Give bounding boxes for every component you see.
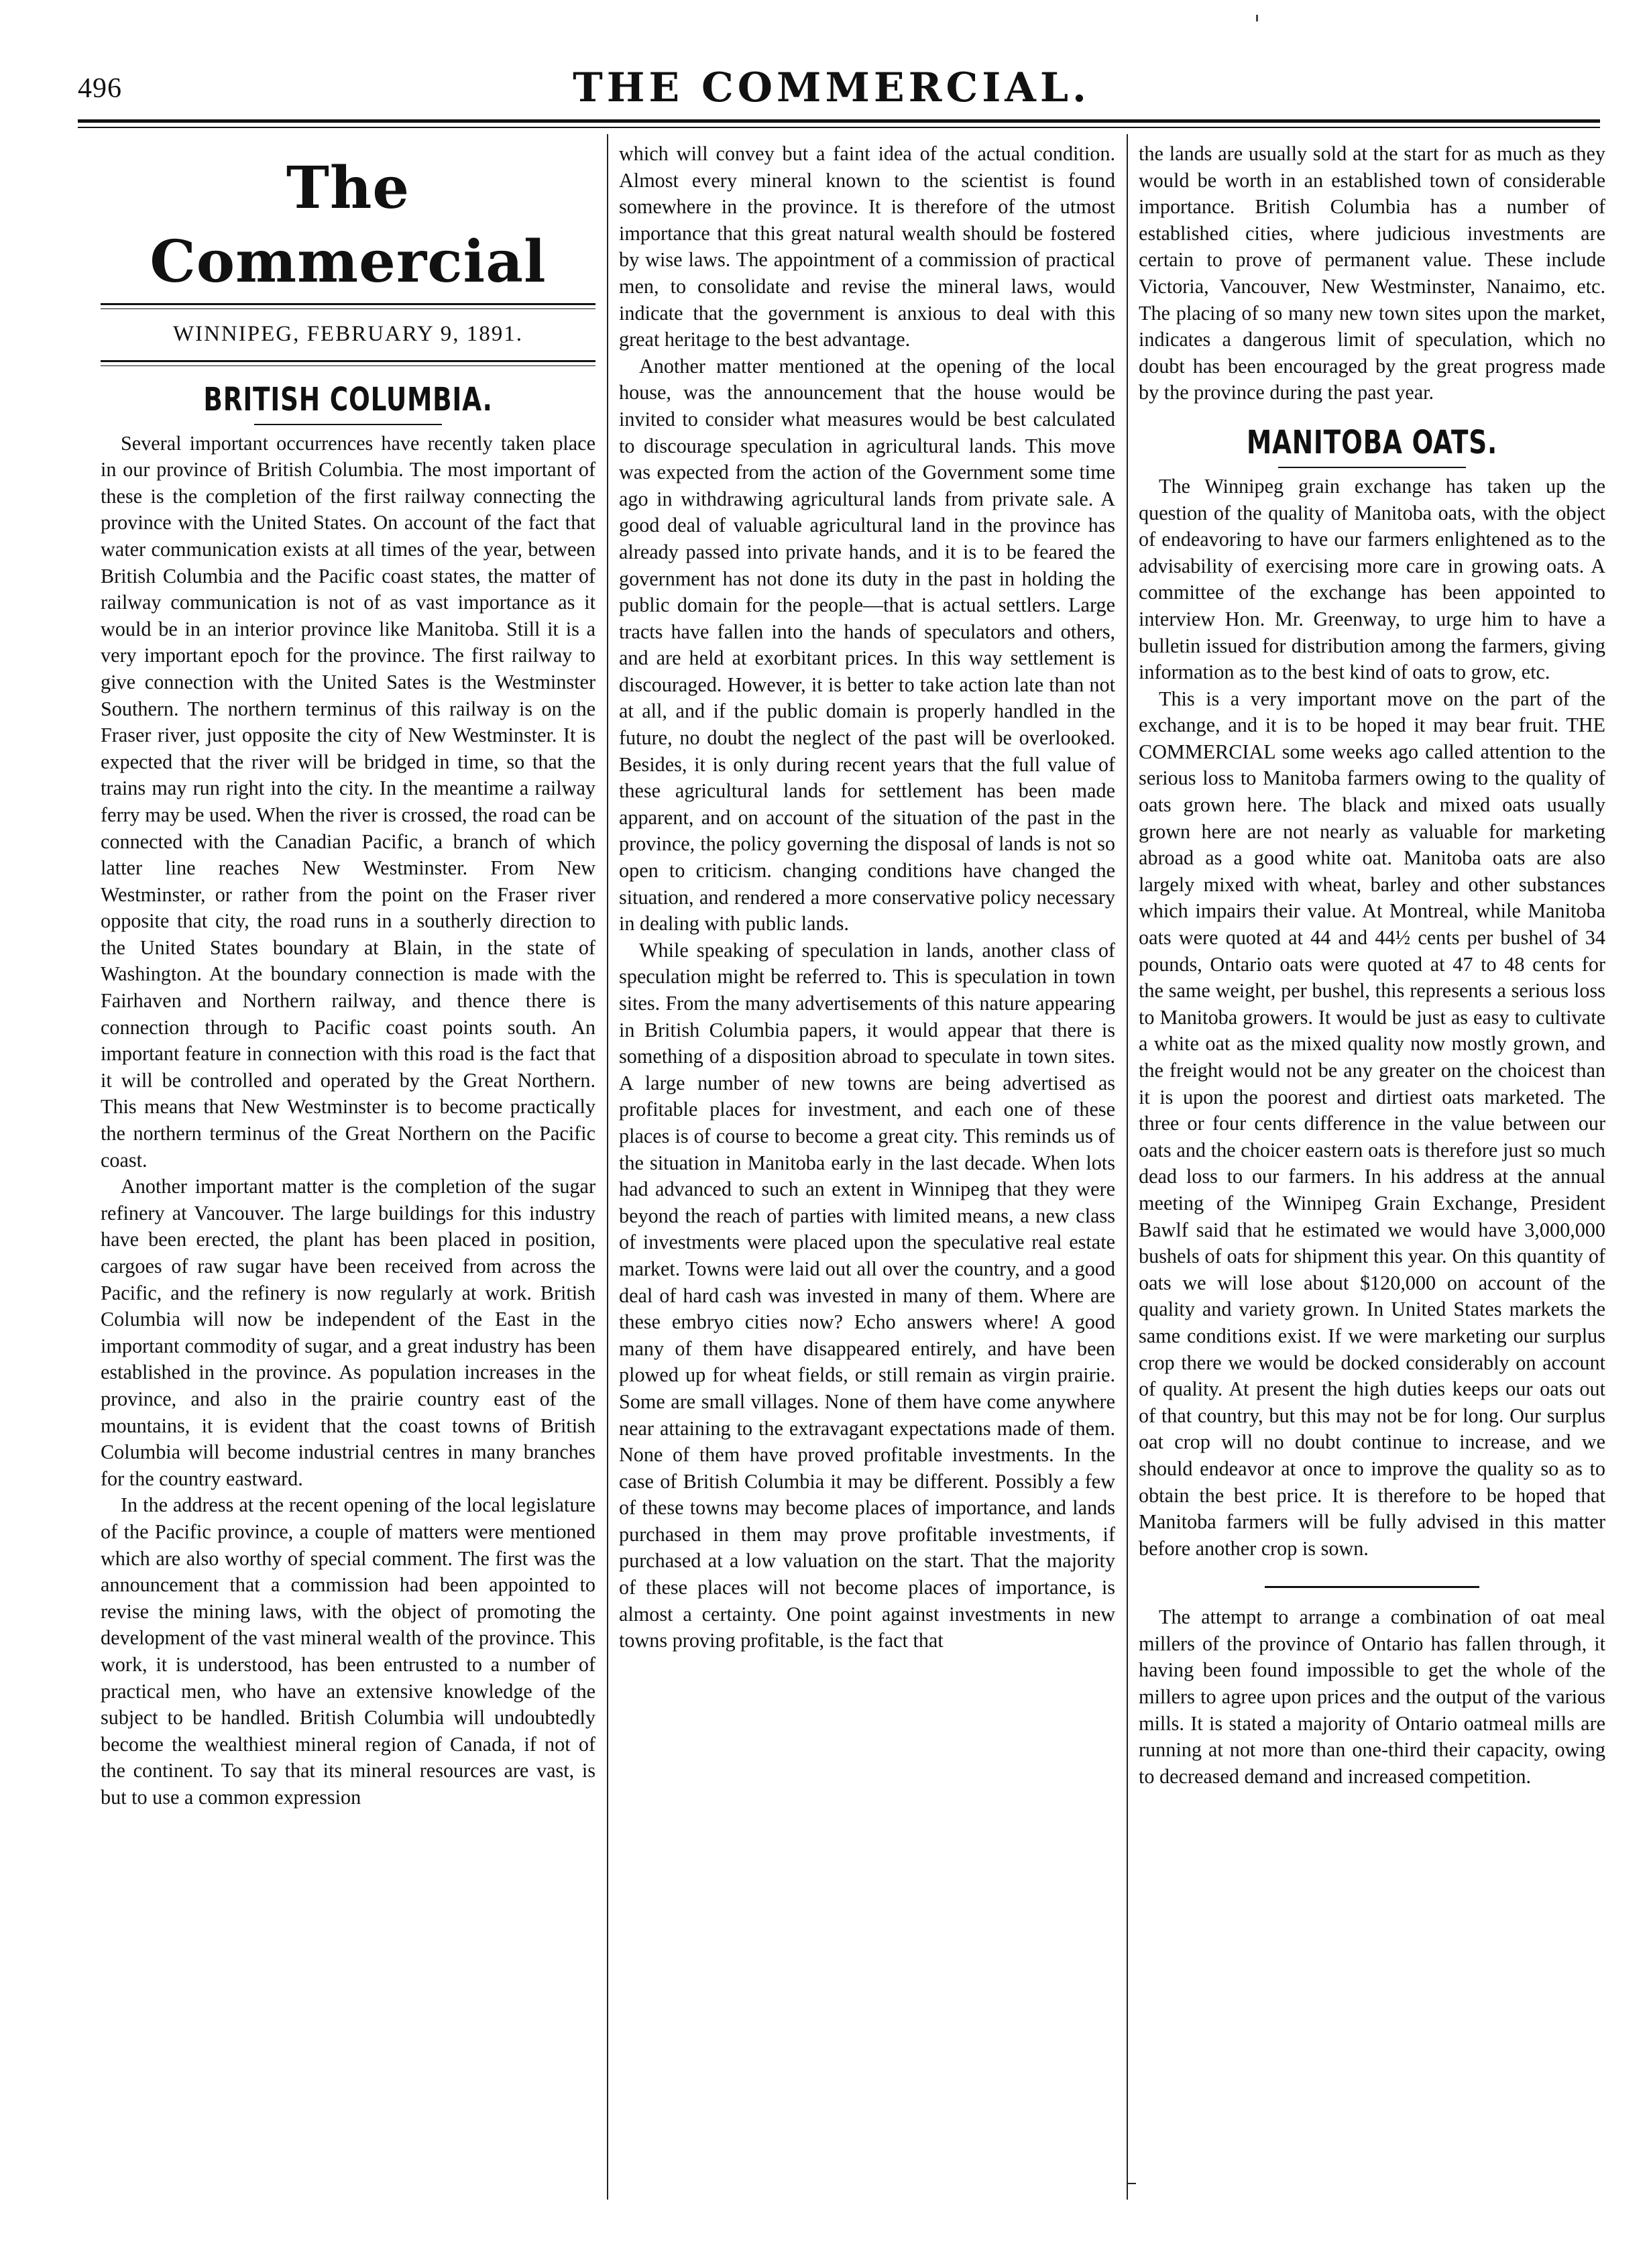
heading-underline bbox=[1278, 467, 1466, 468]
dateline-rule bbox=[101, 360, 595, 366]
heading-underline bbox=[254, 424, 442, 425]
column-1 bbox=[101, 141, 595, 1811]
article-heading: MANITOBA OATS. bbox=[1247, 423, 1497, 461]
article-paragraph: The Winnipeg grain exchange has taken up the question of the quality of Manitoba oats, with the object of endeavoring to have our farmers enlightened as to the advisability of exercising more care in growing oats. A committee of the exchange has been appointed to interview Hon. Mr. Greenway, to urge him to have a bulletin issued for distribution among the farmers, giving information as to the best kind of oats to grow, etc. bbox=[1139, 474, 1605, 684]
column-2 bbox=[619, 141, 1115, 1654]
scan-mark bbox=[1256, 15, 1258, 21]
article-paragraph: the lands are usually sold at the start for as much as they would be worth in an established town of considerable importance. British Columbia has a number of established cities, where judicious investments are certain to prove of permanent value. These include Victoria, Vancouver, New Westminster, Nanaimo, etc. The placing of so many new town sites upon the market, indicates a dangerous limit of speculation, which no doubt has been encouraged by the great progress made by the province during the past year. bbox=[1139, 142, 1605, 404]
article-paragraph: While speaking of speculation in lands, another class of speculation might be referred to. This is speculation in town sites. From the many advertisements of this nature appearing in British Columbia papers, it would appear that there is something of a disposition abroad to speculate in town sites. A large number of new towns are being advertised as profitable places for investment, and each one of these places is of course to become a great city. This reminds us of the situation in Manitoba early in the last decade. When lots had advanced to such an extent in Winnipeg that they were beyond the reach of parties with limited means, a new class of investments were placed upon the speculative real estate market. Towns were laid out all over the country, and a good deal of hard cash was invested in many of them. Where are these embryo cities now? Echo answers where! A good many of them have disappeared entirely, and have been plowed up for wheat fields, or still remain as virgin prairie. Some are small villages. None of them have come anywhere near attaining to the extravagant expectations made of them. None of them have proved profitable investments. In the case of British Columbia it may be different. Possibly a few of these towns may become places of importance, and lands purchased in them may prove profitable investments, if purchased at a low valuation on the start. That the majority of these places will not become places of importance, is almost a certainty. One point against investments in new towns proving profitable, is the fact that bbox=[619, 938, 1115, 1652]
article-paragraph: Another matter mentioned at the opening of the local house, was the announcement that the house would be invited to consider what measures would be best calculated to discourage speculation in agricultural lands. This move was expected from the action of the Government some time ago in withdrawing agricultural lands from private sale. A good deal of valuable agricultural land in the province has already passed into private hands, and it is to be feared the government has not done its duty in the past in holding the public domain for the people—that is actual settlers. Large tracts have fallen into the hands of speculators and others, and are held at exorbitant prices. In this way settlement is discouraged. However, it is better to take action late than not at all, and if the public domain is properly handled in the future, no doubt the neglect of the past will be overlooked. Besides, it is only during recent years that the full value of these agricultural lands for settlement has been made apparent, and on account of the situation of the past in the province, the policy governing the disposal of lands is not so open to criticism. changing conditions have changed the situation, and rendered a more conservative policy necessary in dealing with public lands. bbox=[619, 354, 1115, 935]
running-head-title: THE COMMERCIAL. bbox=[573, 64, 1090, 111]
article-paragraph: which will convey but a faint idea of the actual condition. Almost every mineral known to the scientist is found somewhere in the province. It is therefore of the utmost importance that this great natural wealth should be fostered by wise laws. The appointment of a commission of practical men, to consolidate and revise the mineral laws, would indicate that the government is anxious to deal with this great heritage to the best advantage. bbox=[619, 142, 1115, 351]
column-divider bbox=[1127, 134, 1128, 2200]
column-3 bbox=[1139, 141, 1605, 1790]
article-paragraph: Another important matter is the completion of the sugar refinery at Vancouver. The large buildings for this industry have been erected, the plant has been placed in position, cargoes of raw sugar have been received from across the Pacific, and the refinery is now regularly at work. British Columbia will now be independent of the East in the important commodity of sugar, and a great industry has been established in the province. As population increases in the province, and also in the prairie country east of the mountains, it is evident that the coast towns of British Columbia will become industrial centres in many branches for the country eastward. bbox=[101, 1175, 595, 1490]
masthead-rule bbox=[78, 119, 1600, 128]
article-paragraph: This is a very important move on the part of the exchange, and it is to be hoped it may bear fruit. THE COMMERCIAL some weeks ago called attention to the serious loss to Manitoba farmers owing to the quality of oats grown here. The black and mixed oats usually grown here are not nearly as valuable for marketing abroad as a good white oat. Manitoba oats are also largely mixed with wheat, barley and other substances which impairs their value. At Montreal, while Manitoba oats were quoted at 44 and 44½ cents per bushel of 34 pounds, Ontario oats were quoted at 47 to 48 cents for the same weight, per bushel, this represents a serious loss to Manitoba growers. It would be just as easy to cultivate a white oat as the mixed quality now mostly grown, and the freight would not be any greater on the choicest than it is upon the poorest and dirtiest oats marketed. The three or four cents difference in the value between our oats and the choicer eastern oats is therefore just so much dead loss to our farmers. In his address at the annual meeting of the Winnipeg Grain Exchange, President Bawlf said that he estimated we would have 3,000,000 bushels of oats for shipment this year. On this quantity of oats we will lose about $120,000 on account of the quality and variety grown. In United States markets the same conditions exist. If we were marketing our surplus crop there we would be docked considerably on account of quality. At present the high duties keeps our oats out of that country, but this may not be for long. Our surplus oat crop will no doubt continue to increase, and we should endeavor at once to improve the quality so as to obtain the best price. It is therefore to be hoped that Manitoba farmers will be fully advised in this matter before another crop is sown. bbox=[1139, 687, 1605, 1560]
column-end-mark bbox=[1127, 2183, 1136, 2184]
title-rule bbox=[101, 303, 595, 309]
article-paragraph: Several important occurrences have recently taken place in our province of British Columbia. The most important of these is the completion of the first railway connecting the province with the United States. On account of the fact that water communication exists at all times of the year, between British Columbia and the Pacific coast states, the matter of railway communication is not of as vast importance as it would be in an interior province like Manitoba. Still it is a very important epoch for the province. The first railway to give connection with the United Sates is the Westminster Southern. The northern terminus of this railway is on the Fraser river, just opposite the city of New Westminster. It is expected that the river will be bridged in time, so that the trains may run right into the city. In the meantime a railway ferry may be used. When the river is crossed, the road can be connected with the Canadian Pacific, a branch of which latter line reaches New Westminster. From New Westminster, or rather from the point on the Fraser river opposite that city, the road runs in a southerly direction to the United States boundary at Blain, in the state of Washington. At the boundary connection is made with the Fairhaven and Northern railway, and thence there is connection through to Pacific coast points south. An important feature in connection with this road is the fact that it will be controlled and operated by the Great Northern. This means that New Westminster is to become practically the northern terminus of the Great Northern on the Pacific coast. bbox=[101, 431, 595, 1172]
paper-title: The Commercial bbox=[150, 154, 547, 296]
article-paragraph: The attempt to arrange a combination of oat meal millers of the province of Ontario has fallen through, it having been found impossible to get the whole of the millers to agree upon prices and the output of the various mills. It is stated a majority of Ontario oatmeal mills are running at not more than one-third their capacity, owing to decreased demand and increased competition. bbox=[1139, 1605, 1605, 1788]
dateline: WINNIPEG, FEBRUARY 9, 1891. bbox=[172, 322, 524, 346]
column-divider bbox=[607, 134, 608, 2200]
page-number: 496 bbox=[78, 73, 122, 104]
article-paragraph: In the address at the recent opening of the local legislature of the Pacific province, a couple of matters were mentioned which are also worthy of special comment. The first was the announcement that a commission had been appointed to revise the mining laws, with the object of promoting the development of the vast mineral wealth of the province. This work, it is understood, has been entrusted to a number of practical men, who have an extensive knowledge of the subject to be handled. British Columbia will undoubtedly become the wealthiest mineral region of Canada, if not of the continent. To say that its mineral resources are vast, is but to use a common expression bbox=[101, 1493, 595, 1809]
article-heading: BRITISH COLUMBIA. bbox=[203, 380, 493, 418]
article-separator-rule bbox=[1265, 1586, 1479, 1588]
